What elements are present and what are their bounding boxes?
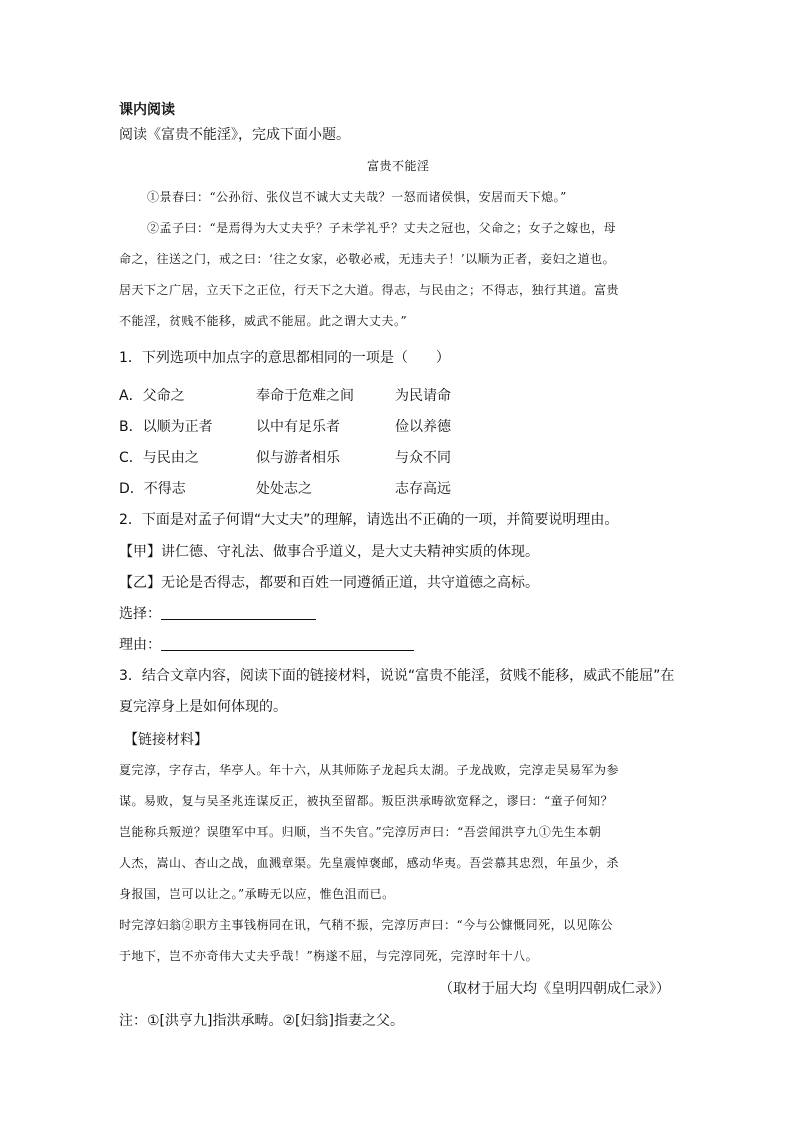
option-label: D．不得志: [119, 481, 186, 497]
passage-title: 富贵不能淫: [367, 159, 430, 173]
material-line: 谋。易败，复与吴圣兆连谋反正，被执至留都。叛臣洪承畴欲宽释之，谬曰：“童子何知？: [119, 794, 614, 808]
choice-blank[interactable]: [161, 619, 316, 620]
option-b: 处处志之: [256, 481, 312, 497]
option-label: B．以顺为正者: [119, 419, 213, 435]
option-b: 以中有足乐者: [256, 419, 340, 435]
passage-line: ①景春曰：“公孙衍、张仪岂不诚大丈夫哉？一怒而诸侯惧，安居而天下熄。”: [147, 190, 567, 204]
material-source: （取材于屈大均《皇明四朝成仁录》）: [439, 981, 670, 997]
section-title: 课内阅读: [119, 102, 175, 118]
q1-stem: 1．下列选项中加点字的意思都相同的一项是（ ）: [119, 350, 450, 366]
footnote: 注：①[洪亨九]指洪承畴。②[妇翁]指妻之父。: [119, 1013, 404, 1029]
q3-stem-line2: 夏完淳身上是如何体现的。: [119, 699, 287, 715]
q2-yi: 【乙】无论是否得志，都要和百姓一同遵循正道，共守道德之高标。: [119, 575, 539, 591]
option-label: C．与民由之: [119, 450, 199, 466]
option-c: 为民请命: [395, 388, 451, 404]
passage-line: 不能淫，贫贱不能移，威武不能屈。此之谓大丈夫。”: [119, 314, 408, 328]
q2-jia: 【甲】讲仁德、守礼法、做事合乎道义，是大丈夫精神实质的体现。: [119, 544, 539, 560]
option-label: A．父命之: [119, 388, 185, 404]
passage-line: 居天下之广居，立天下之正位，行天下之大道。得志，与民由之；不得志，独行其道。富贵: [119, 283, 620, 297]
option-c: 与众不同: [395, 450, 451, 466]
option-c: 志存高远: [395, 481, 451, 497]
option-b: 奉命于危难之间: [256, 388, 354, 404]
passage-line: ②孟子曰：“是焉得为大丈夫乎？子未学礼乎？丈夫之冠也，父命之；女子之嫁也，母: [147, 221, 617, 235]
material-line: 人杰，嵩山、杏山之战，血溅章渠。先皇震悼褒邮，感动华夷。吾尝慕其忠烈，年虽少，杀: [119, 856, 620, 870]
q3-stem-line1: 3．结合文章内容，阅读下面的链接材料，说说“富贵不能淫，贫贱不能移，威武不能屈”在: [119, 668, 675, 684]
instruction: 阅读《富贵不能淫》，完成下面小题。: [119, 127, 350, 143]
material-line: 时完淳妇翁②职方主事钱栴同在讯，气稍不振，完淳厉声曰：“今与公慷慨同死，以见陈公: [119, 918, 614, 932]
q2-stem: 2．下面是对孟子何谓“大丈夫”的理解，请选出不正确的一项，并简要说明理由。: [119, 512, 619, 528]
reason-blank[interactable]: [161, 650, 414, 651]
passage-line: 命之，往送之门，戒之曰：‘往之女家，必敬必戒，无违夫子！’以顺为正者，妾妇之道也。: [119, 252, 616, 266]
material-line: 岂能称兵叛逆？误堕军中耳。归顺，当不失官。”完淳厉声曰：“吾尝闻洪亨九①先生本朝: [119, 825, 602, 839]
option-c: 俭以养德: [395, 419, 451, 435]
material-line: 夏完淳，字存古，华亭人。年十六，从其师陈子龙起兵太湖。子龙战败，完淳走吴易军为参: [119, 763, 620, 777]
link-material-title: 【链接材料】: [124, 732, 208, 748]
material-line: 于地下，岂不亦奇伟大丈夫乎哉！”栴遂不屈，与完淳同死，完淳时年十八。: [119, 949, 539, 963]
choice-label: 选择：: [119, 606, 161, 622]
reason-label: 理由：: [119, 637, 161, 653]
option-b: 似与游者相乐: [256, 450, 340, 466]
material-line: 身报国，岂可以让之。”承畴无以应，惟色沮而已。: [119, 887, 395, 901]
